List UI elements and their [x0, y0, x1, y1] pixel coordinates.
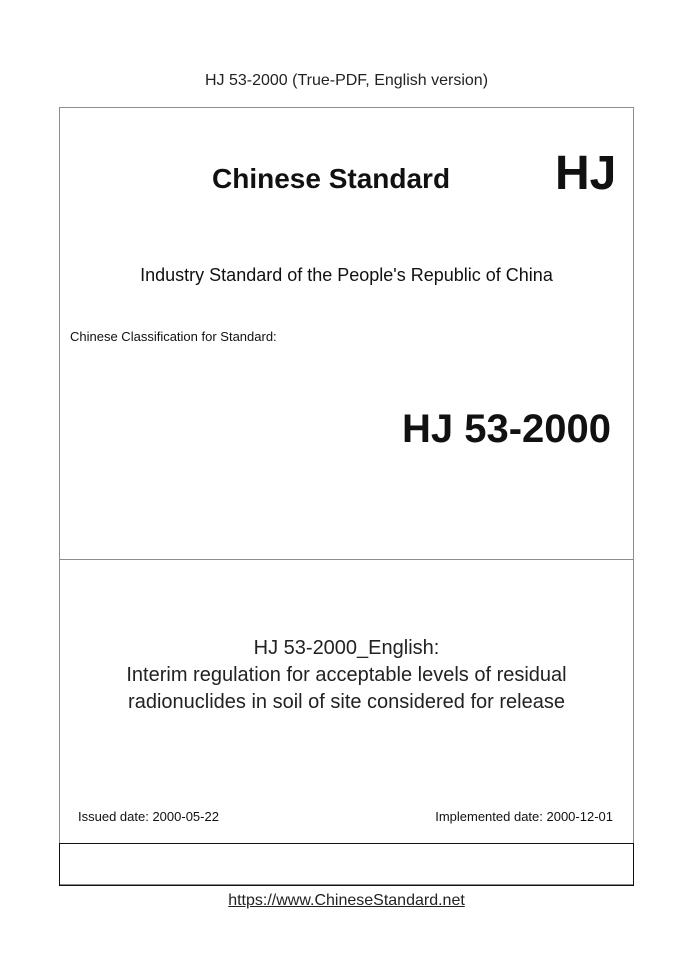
classification-label: Chinese Classification for Standard:: [70, 329, 277, 344]
footer-box: [59, 843, 634, 886]
english-title-line: Interim regulation for acceptable levels of residual: [126, 664, 567, 686]
website-link[interactable]: https://www.ChineseStandard.net: [228, 892, 465, 909]
english-title-line: HJ 53-2000_English:: [253, 637, 440, 659]
english-title-line: radionuclides in soil of site considered for release: [128, 691, 565, 713]
cover-title: Chinese Standard: [212, 163, 451, 194]
implemented-date: Implemented date: 2000-12-01: [435, 809, 613, 824]
issued-date: Issued date: 2000-05-22: [78, 809, 219, 824]
document-header: HJ 53-2000 (True-PDF, English version): [204, 72, 489, 89]
english-title: [59, 635, 634, 716]
cover-subtitle: Industry Standard of the People's Republic of China: [140, 265, 553, 285]
cover-frame: [59, 107, 634, 885]
standard-number: HJ 53-2000: [401, 407, 611, 451]
section-divider: [59, 559, 634, 560]
standard-code: HJ: [555, 147, 617, 200]
